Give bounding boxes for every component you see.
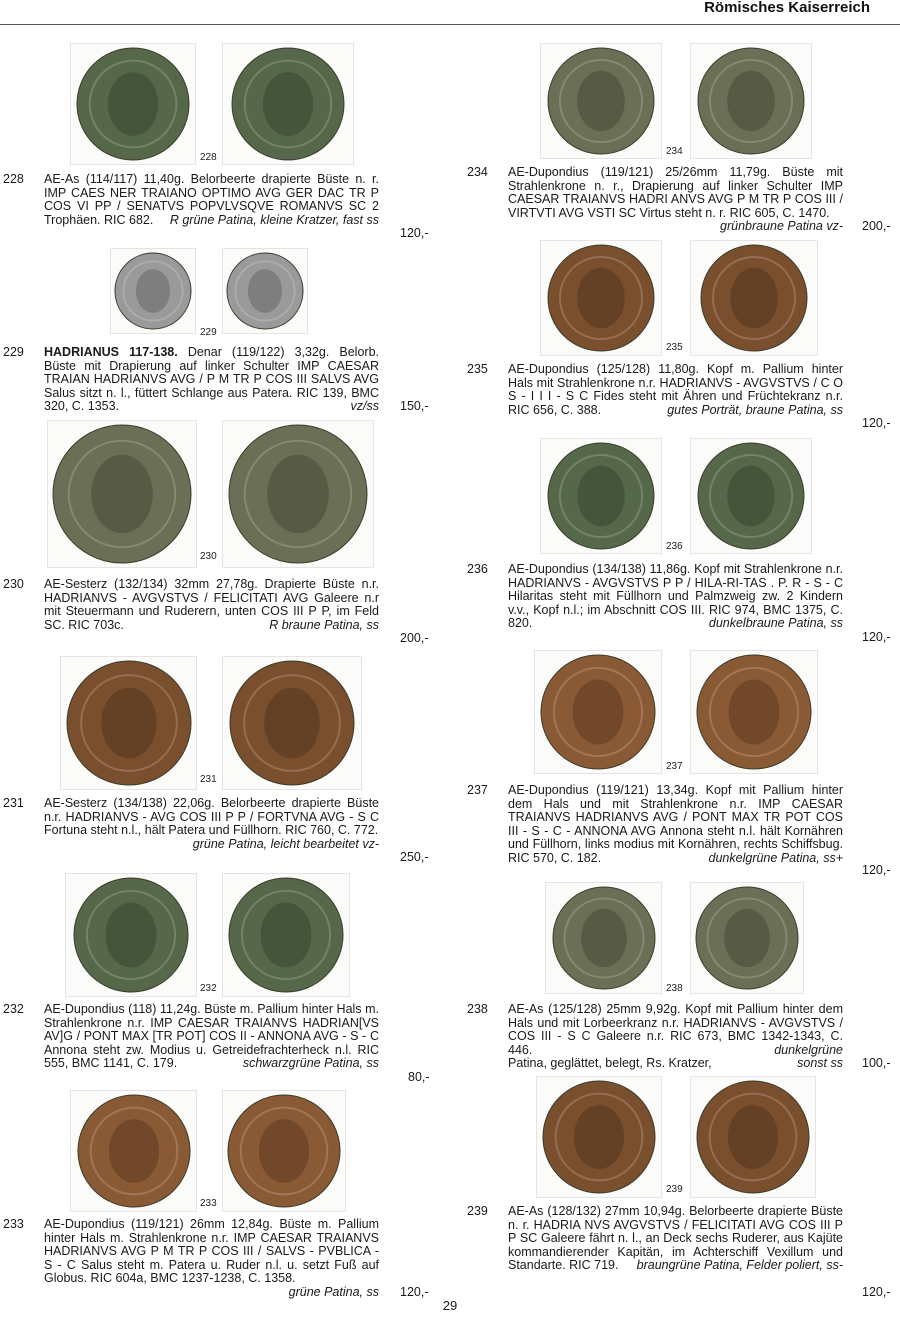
coin-reverse-233 bbox=[222, 1090, 346, 1212]
lot-grade: dunkelgrüne Patina, ss+ bbox=[708, 850, 843, 865]
coin-reverse-231 bbox=[222, 656, 362, 790]
coin-relief bbox=[577, 268, 625, 328]
coin-obverse-239 bbox=[536, 1076, 662, 1198]
lot-description bbox=[508, 1205, 843, 1273]
lot-grade: grünbraune Patina vz- bbox=[720, 219, 843, 234]
coin-relief bbox=[574, 1105, 624, 1169]
lot-grade: R grüne Patina, kleine Kratzer, fast ss bbox=[169, 212, 379, 227]
coin-image bbox=[77, 1094, 191, 1208]
coin-relief bbox=[724, 909, 770, 967]
figure-number-239: 239 bbox=[666, 1184, 683, 1195]
coin-relief bbox=[727, 466, 775, 526]
coin-image bbox=[73, 877, 189, 993]
lot-description bbox=[44, 1003, 379, 1071]
lot-number: 237 bbox=[467, 783, 488, 797]
lot-description bbox=[508, 563, 843, 631]
figure-number-233: 233 bbox=[200, 1198, 217, 1209]
coin-image bbox=[228, 424, 368, 564]
coin-reverse-238 bbox=[690, 882, 804, 994]
lot-number: 230 bbox=[3, 577, 24, 591]
ruler-heading: HADRIANUS 117-138. bbox=[44, 345, 178, 359]
lot-price: 100,- bbox=[862, 1056, 891, 1070]
coin-reverse-228 bbox=[222, 43, 354, 165]
lot-grade-2: sonst ss bbox=[797, 1056, 843, 1071]
figure-number-231: 231 bbox=[200, 774, 217, 785]
lot-description bbox=[508, 1003, 843, 1071]
coin-image bbox=[696, 1080, 810, 1194]
lot-number: 229 bbox=[3, 345, 24, 359]
lot-description bbox=[44, 346, 379, 414]
lot-price: 150,- bbox=[400, 399, 429, 413]
lot-description-text: AE-Sesterz (134/138) 22,06g. Belorbeerte drapierte Büste n.r. HADRIANVS - AVG COS III P P / FORTVNA AVG - S C Fortuna steht n.l., hält Patera und Füllhorn. RIC 760, C. 772. bbox=[44, 796, 379, 838]
coin-image bbox=[540, 654, 656, 770]
lot-description-text: AE-Dupondius (125/128) 11,80g. Kopf m. Pallium hinter Hals mit Strahlenkrone n.r. HADRIANVS - AVGVSTVS / C O S - I I I - S C Fides steht mit Ähren und Früchtekranz n.r. RIC 656, C. 388. bbox=[508, 362, 843, 417]
lot-description-text: AE-Dupondius (119/121) 13,34g. Kopf mit Pallium hinter dem Hals und mit Strahlenkrone n.r. IMP CAESAR TRAIANVS HADRIANVS AVG / PONT MAX TR POT COS III - S - C - ANNONA AVG Annona steht n.l. hält Kornähren und Füllhorn, links modius mit Kornähren, rechts Schiffsbug. RIC 570, C. 182. bbox=[508, 783, 843, 865]
lot-price: 120,- bbox=[862, 863, 891, 877]
coin-obverse-236 bbox=[540, 438, 662, 554]
coin-image bbox=[114, 252, 192, 330]
coin-image bbox=[547, 47, 655, 155]
lot-grade: vz/ss bbox=[350, 399, 379, 414]
lot-number: 235 bbox=[467, 362, 488, 376]
lot-description-text: AE-As (125/128) 25mm 9,92g. Kopf mit Pallium hinter dem Hals und mit Lorbeerkranz n.r. HADRIANVS - AVGVSTVS / COS III - S C Galeere n.r. RIC 673, BMC 1342-1343, C. 446. bbox=[508, 1002, 843, 1057]
figure-number-234: 234 bbox=[666, 146, 683, 157]
lot-description-text: AE-As (114/117) 11,40g. Belorbeerte drapierte Büste n. r. IMP CAES NER TRAIANO OPTIMO AVG GER DAC TR P COS VI PP / SENATVS POPVLVSQVE ROMANVS SC 2 Trophäen. RIC 682. bbox=[44, 172, 379, 227]
coin-obverse-229 bbox=[110, 248, 196, 334]
lot-description bbox=[508, 363, 843, 417]
figure-number-232: 232 bbox=[200, 983, 217, 994]
coin-relief bbox=[101, 688, 156, 759]
coin-obverse-233 bbox=[70, 1090, 197, 1212]
figure-number-238: 238 bbox=[666, 983, 683, 994]
lot-description bbox=[44, 173, 379, 227]
coin-relief bbox=[728, 680, 779, 745]
figure-number-229: 229 bbox=[200, 327, 217, 338]
coin-relief bbox=[581, 909, 627, 967]
coin-image bbox=[697, 47, 805, 155]
lot-grade: gutes Porträt, braune Patina, ss bbox=[667, 402, 843, 417]
coin-relief bbox=[108, 1119, 158, 1183]
lot-number: 232 bbox=[3, 1002, 24, 1016]
coin-relief bbox=[105, 903, 156, 968]
lot-description bbox=[44, 578, 379, 632]
coin-reverse-236 bbox=[690, 438, 812, 554]
coin-relief bbox=[727, 71, 775, 131]
lot-price: 200,- bbox=[862, 219, 891, 233]
coin-reverse-229 bbox=[222, 248, 308, 334]
coin-obverse-230 bbox=[47, 420, 197, 568]
coin-relief bbox=[263, 72, 313, 136]
lot-description bbox=[44, 1218, 379, 1300]
coin-image bbox=[542, 1080, 656, 1194]
coin-obverse-231 bbox=[60, 656, 197, 790]
coin-relief bbox=[728, 1105, 778, 1169]
lot-price: 120,- bbox=[862, 416, 891, 430]
coin-relief bbox=[136, 269, 170, 313]
coin-image bbox=[52, 424, 192, 564]
lot-number: 239 bbox=[467, 1204, 488, 1218]
coin-reverse-237 bbox=[690, 650, 818, 774]
lot-description-text-2: Patina, geglättet, belegt, Rs. Kratzer, bbox=[508, 1056, 712, 1071]
figure-number-236: 236 bbox=[666, 541, 683, 552]
coin-relief bbox=[260, 903, 311, 968]
coin-image bbox=[695, 886, 799, 990]
lot-grade: schwarzgrüne Patina, ss bbox=[242, 1056, 379, 1071]
coin-relief bbox=[259, 1119, 309, 1183]
lot-price: 200,- bbox=[400, 631, 429, 645]
coin-obverse-234 bbox=[540, 43, 662, 159]
coin-relief bbox=[264, 688, 319, 759]
lot-price: 120,- bbox=[862, 630, 891, 644]
lot-grade: dunkelgrüne bbox=[774, 1042, 843, 1057]
coin-relief bbox=[91, 455, 153, 533]
figure-number-237: 237 bbox=[666, 761, 683, 772]
coin-image bbox=[547, 442, 655, 550]
lot-number: 228 bbox=[3, 172, 24, 186]
lot-number: 233 bbox=[3, 1217, 24, 1231]
lot-grade: grüne Patina, ss bbox=[288, 1284, 379, 1299]
lot-description bbox=[508, 784, 843, 866]
lot-description bbox=[44, 797, 379, 851]
lot-description-text: AE-Dupondius (134/138) 11,86g. Kopf mit Strahlenkrone n.r. HADRIANVS - AVGVSTVS P P / HILA-RI-TAS . P. R - S - C Hilaritas steht mit Füllhorn und Palmzweig zw. 2 Kindern v.v., Kopf n.l.; im Abschnitt COS III. RIC 974, BMC 1375, C. 820. bbox=[508, 562, 843, 631]
coin-reverse-230 bbox=[222, 420, 374, 568]
coin-image bbox=[552, 886, 656, 990]
lot-description-text: Denar (119/122) 3,32g. Belorb. Büste mit Drapierung auf linker Schulter IMP CAESAR TRAIAN HADRIANVS AVG / P M TR P COS III SALVS AVG Salus sitzt n. l., füttert Schlange aus Patera. RIC 139, BMC 320, C. 1353. bbox=[44, 345, 379, 414]
coin-reverse-239 bbox=[690, 1076, 816, 1198]
lot-grade: dunkelbraune Patina, ss bbox=[708, 616, 843, 631]
lot-number: 236 bbox=[467, 562, 488, 576]
lot-number: 231 bbox=[3, 796, 24, 810]
header-rule bbox=[0, 24, 900, 25]
lot-price: 120,- bbox=[862, 1285, 891, 1299]
lot-description-text: AE-Dupondius (119/121) 25/26mm 11,79g. Büste mit Strahlenkrone n. r., Drapierung auf linker Schulter IMP CAESAR TRAIANVS HADRI ANVS AVG P M TR P COS III / VIRTVTI AVG VSTI SC Virtus steht n. r. RIC 605, C. 1470. bbox=[508, 165, 843, 220]
page-header-title: Römisches Kaiserreich bbox=[704, 0, 870, 16]
lot-number: 238 bbox=[467, 1002, 488, 1016]
coin-image bbox=[227, 1094, 341, 1208]
lot-grade: braungrüne Patina, Felder poliert, ss- bbox=[636, 1258, 843, 1273]
coin-image bbox=[66, 660, 192, 786]
figure-number-228: 228 bbox=[200, 152, 217, 163]
coin-obverse-238 bbox=[545, 882, 662, 994]
lot-price: 80,- bbox=[408, 1070, 430, 1084]
coin-image bbox=[226, 252, 304, 330]
coin-reverse-234 bbox=[690, 43, 812, 159]
coin-image bbox=[76, 47, 190, 161]
lot-price: 250,- bbox=[400, 850, 429, 864]
lot-description-text: AE-Dupondius (118) 11,24g. Büste m. Pallium hinter Hals m. Strahlenkrone n.r. IMP CAESAR TRAIANVS HADRIAN[VS AV]G / PONT MAX [TR POT] COS II - ANNONA AVG - S - C Annona steht zw. Modius u. Getreidefrachterheck n.l. RIC 555, BMC 1141, C. 179. bbox=[44, 1002, 379, 1071]
lot-description-text: AE-As (128/132) 27mm 10,94g. Belorbeerte drapierte Büste n. r. HADRIA NVS AVGVSTVS / FELICITATI AVG COS III P P SC Galeere fährt n. l., an Deck sechs Ruderer, aus Kajüte kommandierender Kapitän, im Achterschiff Vexillum und Standarte. RIC 719. bbox=[508, 1204, 843, 1273]
coin-image bbox=[229, 660, 355, 786]
coin-obverse-235 bbox=[540, 240, 662, 356]
coin-obverse-232 bbox=[65, 873, 197, 997]
lot-number: 234 bbox=[467, 165, 488, 179]
lot-description-text: AE-Dupondius (119/121) 26mm 12,84g. Büste m. Pallium hinter Hals m. Strahlenkrone n.r. IMP CAESAR TRAIANVS HADRIANVS AVG P M TR P COS III / SALVS - PVBLICA - S - C Salus steht m. Patera u. Ruder n.l. u. setzt Fuß auf Globus. RIC 604a, BMC 1237-1238, C. 1358. bbox=[44, 1217, 379, 1286]
coin-reverse-232 bbox=[222, 873, 350, 997]
coin-image bbox=[547, 244, 655, 352]
lot-grade: R braune Patina, ss bbox=[269, 617, 379, 632]
lot-grade: grüne Patina, leicht bearbeitet vz- bbox=[192, 836, 379, 851]
coin-relief bbox=[572, 680, 623, 745]
page-number: 29 bbox=[442, 1298, 458, 1313]
lot-description bbox=[508, 166, 843, 234]
coin-relief bbox=[730, 268, 778, 328]
coin-obverse-237 bbox=[534, 650, 662, 774]
coin-image bbox=[697, 442, 805, 550]
coin-relief bbox=[577, 71, 625, 131]
coin-relief bbox=[248, 269, 282, 313]
coin-image bbox=[231, 47, 345, 161]
coin-relief bbox=[267, 455, 329, 533]
coin-reverse-235 bbox=[690, 240, 818, 356]
coin-image bbox=[228, 877, 344, 993]
lot-description-text: AE-Sesterz (132/134) 32mm 27,78g. Drapierte Büste n.r. HADRIANVS - AVGVSTVS / FELICITATI AVG Galeere n.r mit Steuermann und Ruderern, unten COS III P P, im Feld SC. RIC 703c. bbox=[44, 577, 379, 632]
coin-image bbox=[696, 654, 812, 770]
coin-relief bbox=[577, 466, 625, 526]
lot-price: 120,- bbox=[400, 226, 429, 240]
coin-obverse-228 bbox=[70, 43, 196, 165]
coin-relief bbox=[108, 72, 158, 136]
figure-number-235: 235 bbox=[666, 342, 683, 353]
figure-number-230: 230 bbox=[200, 551, 217, 562]
coin-image bbox=[700, 244, 808, 352]
lot-price: 120,- bbox=[400, 1285, 429, 1299]
